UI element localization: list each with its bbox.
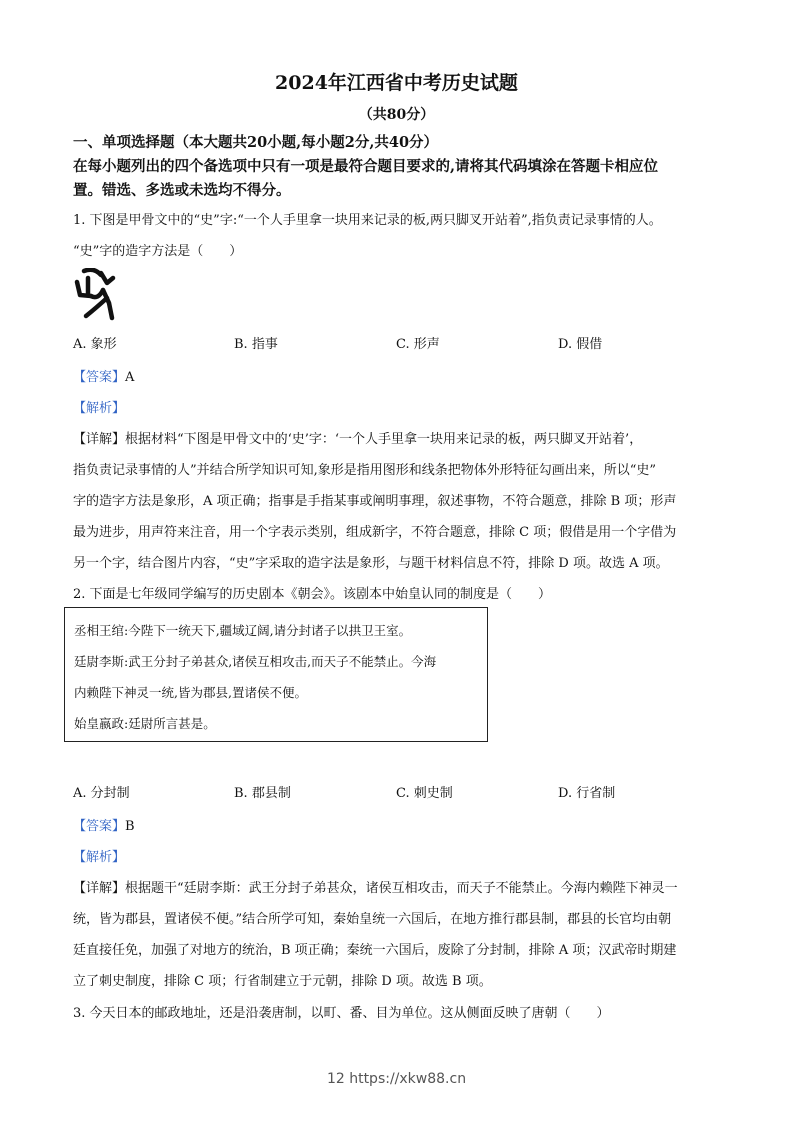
q1-detail: 指负责记录事情的人”并结合所学知识可知,象形是指用图形和线条把物体外形特征勾画出来，所以“史” <box>73 463 657 478</box>
q1-analysis-tag <box>73 397 125 416</box>
q2-option-c[interactable]: C. 刺史制 <box>396 786 453 801</box>
q1-stem: “史”字的造字方法是（ ） <box>73 244 243 259</box>
section-heading: 一、单项选择题（本大题共20小题,每小题2分,共40分） <box>73 134 439 151</box>
analysis-tag: 【解析】 <box>73 401 126 416</box>
detail-text: 根据题干“廷尉李斯：武王分封子弟甚众，诸侯互相攻击，而天子不能禁止。今海内赖陛下神灵一 <box>125 881 678 896</box>
page-title: 2024年江西省中考历史试题 <box>275 72 518 94</box>
q1-option-a[interactable]: A. 象形 <box>73 337 117 352</box>
q2-option-b[interactable]: B. 郡县制 <box>234 786 291 801</box>
q2-option-a[interactable]: A. 分封制 <box>73 786 130 801</box>
q3-stem: 3. 今天日本的邮政地址，还是沿袭唐制，以町、番、目为单位。这从侧面反映了唐朝（ ） <box>73 1006 610 1021</box>
q1-detail: 最为进步，用声符来注音，用一个字表示类别，组成新字，不符合题意，排除 C 项；假借是用一个字借为 <box>73 525 677 540</box>
q2-detail: 统，皆为郡县，置诸侯不便。”结合所学可知，秦始皇统一六国后，在地方推行郡县制，郡县的长官均由朝 <box>73 912 672 927</box>
section-instruction: 在每小题列出的四个备选项中只有一项是最符合题目要求的,请将其代码填涂在答题卡相应位 <box>73 158 659 175</box>
q1-stem: 1. 下图是甲骨文中的“史”字:“一个人手里拿一块用来记录的板,两只脚叉开站着”,指负责记录事情的人。 <box>73 213 662 228</box>
script-line: 内赖陛下神灵一统,皆为郡县,置诸侯不便。 <box>74 685 307 700</box>
detail-tag: 【详解】 <box>73 432 126 447</box>
page-footer[interactable]: 12 https://xkw88.cn <box>326 1071 467 1087</box>
q2-stem: 2. 下面是七年级同学编写的历史剧本《朝会》。该剧本中始皇认同的制度是（ ） <box>73 587 552 602</box>
oracle-bone-shi-icon <box>74 268 120 322</box>
q1-option-c[interactable]: C. 形声 <box>396 337 440 352</box>
oracle-bone-shi-glyph <box>74 268 120 326</box>
q2-analysis-tag <box>73 846 125 865</box>
script-line: 始皇嬴政:廷尉所言甚是。 <box>74 716 216 731</box>
script-line: 廷尉李斯:武王分封子弟甚众,诸侯互相攻击,而天子不能禁止。今海 <box>74 654 437 669</box>
q2-option-d[interactable]: D. 行省制 <box>558 786 616 801</box>
page-subtitle: （共80分） <box>358 107 435 123</box>
answer-tag: 【答案】 <box>73 370 126 385</box>
answer-value: B <box>125 819 135 834</box>
q2-detail: 立了刺史制度，排除 C 项；行省制建立于元朝，排除 D 项。故选 B 项。 <box>73 974 492 989</box>
q1-option-d[interactable]: D. 假借 <box>558 337 603 352</box>
q1-option-b[interactable]: B. 指事 <box>234 337 278 352</box>
q1-answer <box>73 366 134 385</box>
q1-detail: 另一个字，结合图片内容，“史”字采取的造字法是象形，与题干材料信息不符，排除 D 项。故选 A 项。 <box>73 556 669 571</box>
answer-tag: 【答案】 <box>73 819 126 834</box>
q2-answer <box>73 815 135 834</box>
q2-detail <box>73 877 678 896</box>
detail-tag: 【详解】 <box>73 881 126 896</box>
q2-detail: 廷直接任免，加强了对地方的统治，B 项正确；秦统一六国后，废除了分封制，排除 A 项；汉武帝时期建 <box>73 943 677 958</box>
analysis-tag: 【解析】 <box>73 850 126 865</box>
q2-script-box <box>64 607 488 742</box>
q1-detail <box>73 428 642 447</box>
script-line: 丞相王绾:今陛下一统天下,疆域辽阔,请分封诸子以拱卫王室。 <box>74 623 412 638</box>
q1-detail: 字的造字方法是象形，A 项正确；指事是手指某事或阐明事理，叙述事物，不符合题意，排除 B 项；形声 <box>73 494 677 509</box>
section-instruction: 置。错选、多选或未选均不得分。 <box>73 182 291 199</box>
answer-value: A <box>125 370 135 385</box>
detail-text: 根据材料“下图是甲骨文中的‘史’字：‘一个人手里拿一块用来记录的板，两只脚叉开站着’， <box>125 432 643 447</box>
